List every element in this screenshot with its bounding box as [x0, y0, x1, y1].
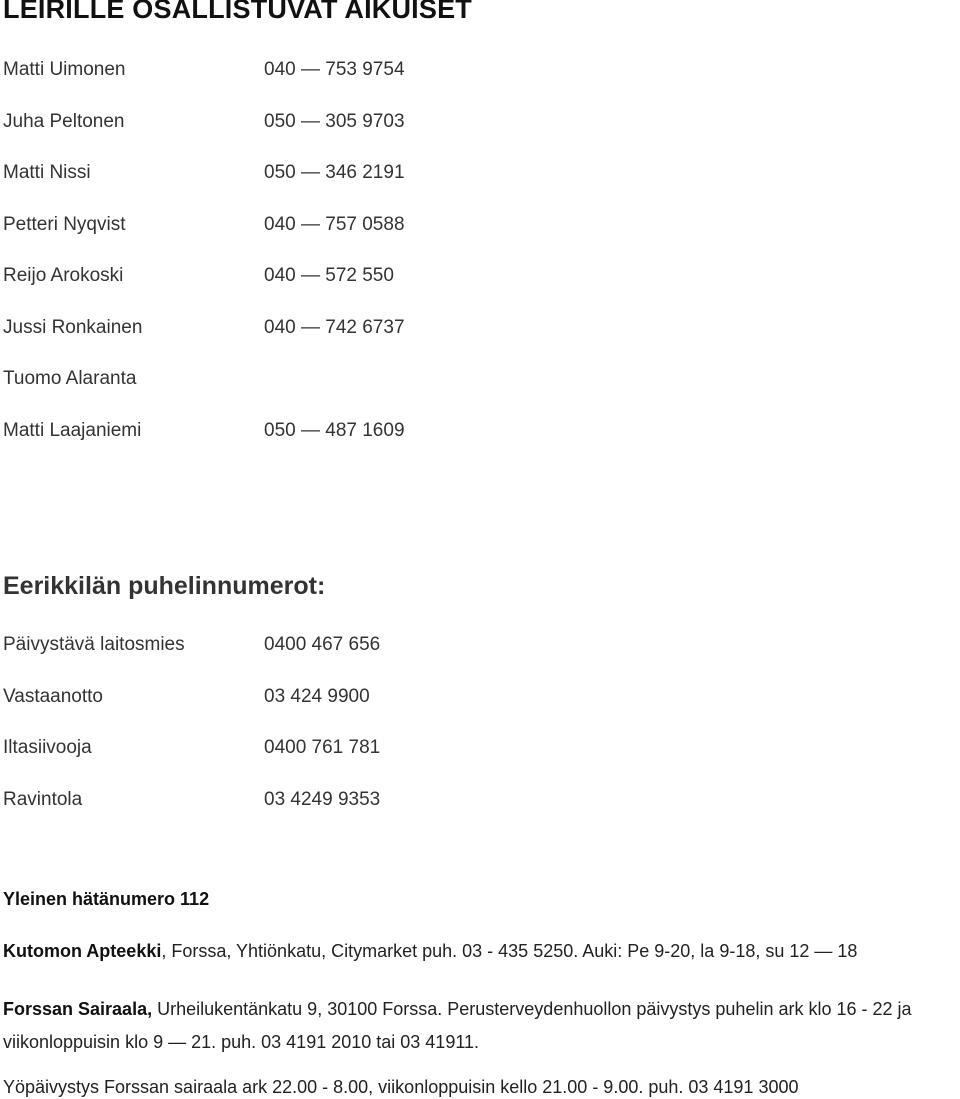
contact-name: Tuomo Alaranta	[3, 368, 137, 389]
hospital-name: Forssan Sairaala,	[3, 999, 153, 1019]
contact-name: Jussi Ronkainen	[3, 316, 143, 338]
contact-phone: 040 — 742 6737	[264, 316, 405, 338]
page-title: LEIRILLE OSALLISTUVAT AIKUISET	[3, 0, 472, 24]
contact-phone: 040 — 572 550	[264, 265, 394, 286]
contact-phone: 050 — 346 2191	[264, 162, 405, 183]
contact-name: Päivystävä laitosmies	[3, 634, 185, 655]
pharmacy-info	[3, 941, 956, 962]
hospital-info	[3, 993, 956, 1059]
contact-name: Matti Laajaniemi	[3, 419, 142, 441]
contact-phone: 050 — 305 9703	[264, 110, 405, 132]
hospital-details: Urheilukentänkatu 9, 30100 Forssa. Perusterveydenhuollon päivystys puhelin ark klo 16 - 22 ja viikonloppuisin klo 9 — 21. puh. 03 4191 2010 tai 03 41911.	[3, 999, 912, 1052]
contact-phone: 03 424 9900	[264, 685, 370, 707]
section-title: Eerikkilän puhelinnumerot:	[3, 572, 326, 600]
contact-phone: 0400 761 781	[264, 737, 381, 758]
contact-phone: 050 — 487 1609	[264, 419, 405, 441]
contact-name: Matti Uimonen	[3, 59, 126, 80]
contact-name: Petteri Nyqvist	[3, 213, 126, 235]
pharmacy-name: Kutomon Apteekki	[3, 941, 162, 961]
pharmacy-details: , Forssa, Yhtiönkatu, Citymarket puh. 03 - 435 5250. Auki: Pe 9-20, la 9-18, su 12 — 18	[161, 941, 858, 961]
contact-name: Iltasiivooja	[3, 737, 92, 758]
contact-name: Juha Peltonen	[3, 110, 125, 132]
contact-phone: 040 — 753 9754	[264, 59, 405, 80]
emergency-number: Yleinen hätänumero 112	[3, 889, 210, 909]
contact-name: Matti Nissi	[3, 162, 91, 183]
contact-name: Vastaanotto	[3, 685, 104, 707]
contact-phone: 03 4249 9353	[264, 788, 381, 810]
contact-phone: 0400 467 656	[264, 634, 381, 655]
night-duty-info: Yöpäivystys Forssan sairaala ark 22.00 - 8.00, viikonloppuisin kello 21.00 - 9.00. puh. 03 4191 3000	[3, 1077, 799, 1097]
contact-phone: 040 — 757 0588	[264, 213, 405, 235]
contact-name: Reijo Arokoski	[3, 265, 124, 286]
contact-name: Ravintola	[3, 788, 83, 810]
